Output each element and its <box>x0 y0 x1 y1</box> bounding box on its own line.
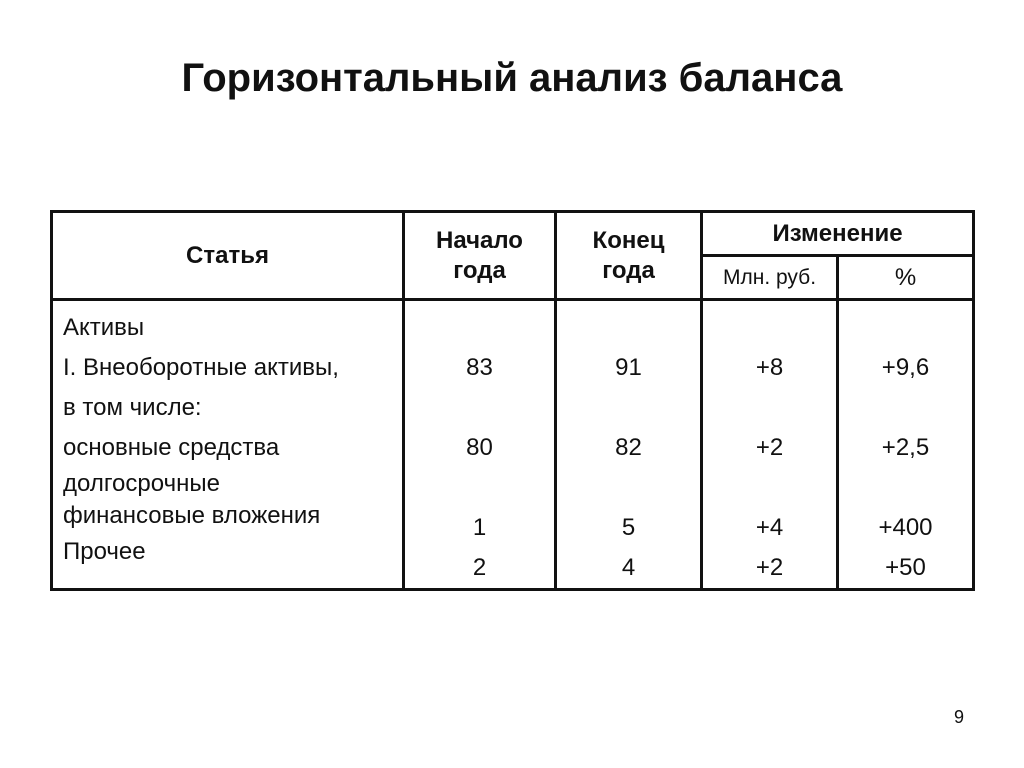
header-start-line2: года <box>453 256 506 284</box>
label-fixed-assets: основные средства <box>63 434 280 461</box>
header-change-pct: % <box>838 256 974 300</box>
header-end-line1: Конец <box>592 226 665 254</box>
start-column <box>404 300 556 590</box>
start-long-term: 1 <box>472 514 487 541</box>
header-row-top <box>52 212 974 256</box>
end-assets-blank <box>557 308 700 348</box>
header-change-abs: Млн. руб. <box>702 256 838 300</box>
change-abs-other: +2 <box>755 554 784 581</box>
start-long-term-blank <box>405 468 554 508</box>
header-end-of-year <box>556 212 702 300</box>
start-assets-blank <box>405 308 554 348</box>
change-pct-assets-blank <box>839 308 972 348</box>
header-start-line1: Начало <box>436 226 523 254</box>
end-non-current: 91 <box>615 354 642 381</box>
slide-title: Горизонтальный анализ баланса <box>181 56 843 100</box>
start-other: 2 <box>472 554 487 581</box>
change-pct-column <box>838 300 974 590</box>
label-assets: Активы <box>63 314 145 341</box>
change-pct-long-term-blank <box>839 468 972 508</box>
page-number: 9 <box>953 707 964 727</box>
end-including-blank <box>557 388 700 428</box>
change-abs-long-term: +4 <box>755 514 784 541</box>
change-abs-assets-blank <box>703 308 836 348</box>
change-pct-other: +50 <box>885 554 926 581</box>
end-long-term: 5 <box>621 514 636 541</box>
start-including-blank <box>405 388 554 428</box>
change-pct-non-current: +9,6 <box>881 354 930 381</box>
header-end-line2: года <box>602 256 655 284</box>
label-including: в том числе: <box>63 394 202 421</box>
header-start-of-year <box>404 212 556 300</box>
table-body-row <box>52 300 974 590</box>
balance-table <box>50 210 975 591</box>
change-abs-non-current: +8 <box>755 354 784 381</box>
label-long-term-line2: финансовые вложения <box>63 502 321 529</box>
change-pct-fixed-assets: +2,5 <box>881 434 930 461</box>
change-abs-including-blank <box>703 388 836 428</box>
change-abs-column <box>702 300 838 590</box>
labels-column <box>52 300 404 590</box>
header-article: Статья <box>52 212 404 300</box>
start-fixed-assets: 80 <box>466 434 493 461</box>
change-abs-long-term-blank <box>703 468 836 508</box>
change-pct-long-term: +400 <box>878 514 933 541</box>
end-long-term-blank <box>557 468 700 508</box>
label-non-current-assets: I. Внеоборотные активы, <box>63 354 339 381</box>
end-column <box>556 300 702 590</box>
header-change: Изменение <box>702 212 974 256</box>
label-long-term-line1: долгосрочные <box>63 470 220 497</box>
change-pct-including-blank <box>839 388 972 428</box>
start-non-current: 83 <box>466 354 493 381</box>
change-abs-fixed-assets: +2 <box>755 434 784 461</box>
label-other: Прочее <box>63 538 146 565</box>
end-fixed-assets: 82 <box>615 434 642 461</box>
end-other: 4 <box>621 554 636 581</box>
